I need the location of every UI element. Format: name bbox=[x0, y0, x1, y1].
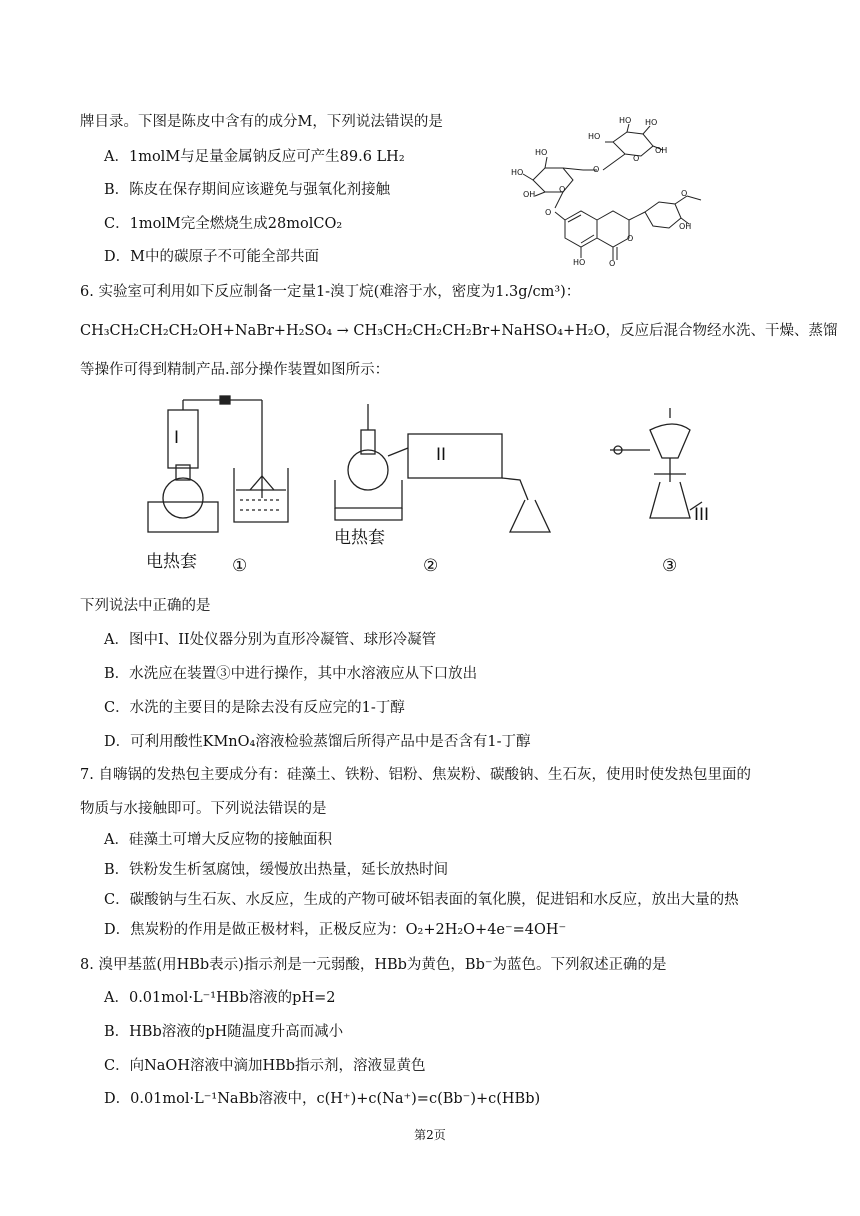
q7-option-b: B．铁粉发生析氢腐蚀，缓慢放出热量，延长放热时间 bbox=[104, 862, 449, 878]
q8-option-d: D．0.01mol·L⁻¹NaBb溶液中，c(H⁺)+c(Na⁺)=c(Bb⁻)+c(HBb) bbox=[104, 1091, 541, 1107]
q7-option-c: C．碳酸钠与生石灰、水反应，生成的产物可破坏铝表面的氧化膜，促进铝和水反应，放出大量的热 bbox=[104, 892, 739, 908]
mol-label: HO bbox=[511, 168, 524, 177]
label-II: II bbox=[436, 445, 447, 465]
page-footer: 第2页 bbox=[414, 1128, 446, 1142]
q8-option-b: B．HBb溶液的pH随温度升高而减小 bbox=[104, 1024, 344, 1040]
q5-option-c: C．1molM完全燃烧生成28molCO₂ bbox=[104, 216, 343, 232]
mol-label: HO bbox=[645, 118, 658, 127]
mol-label: O bbox=[627, 234, 634, 243]
apparatus-figure bbox=[130, 390, 730, 585]
molecule-m-structure bbox=[505, 112, 735, 282]
mol-label: HO bbox=[535, 148, 548, 157]
mol-label: O bbox=[545, 208, 552, 217]
mol-label: O bbox=[633, 154, 640, 163]
heater-label-1: 电热套 bbox=[146, 552, 197, 572]
mol-label: HO bbox=[588, 132, 601, 141]
q5-option-a: A．1molM与足量金属钠反应可产生89.6 LH₂ bbox=[104, 149, 405, 165]
mol-label: O bbox=[609, 259, 616, 268]
q7-option-a: A．硅藻土可增大反应物的接触面积 bbox=[104, 832, 332, 848]
mol-label: O bbox=[593, 165, 600, 174]
q6-option-b: B．水洗应在装置③中进行操作，其中水溶液应从下口放出 bbox=[104, 666, 478, 682]
q6-line1: 6. 实验室可利用如下反应制备一定量1-溴丁烷(难溶于水，密度为1.3g/cm³)： bbox=[80, 284, 581, 300]
apparatus-number-3: ③ bbox=[662, 556, 678, 576]
mol-label: OH bbox=[679, 222, 692, 231]
q6-option-a: A．图中I、II处仪器分别为直形冷凝管、球形冷凝管 bbox=[104, 632, 437, 648]
q8-option-a: A．0.01mol·L⁻¹HBb溶液的pH=2 bbox=[104, 990, 336, 1006]
q5-intro: 牌目录。下图是陈皮中含有的成分M，下列说法错误的是 bbox=[80, 114, 443, 130]
q6-line3: 等操作可得到精制产品.部分操作装置如图所示： bbox=[80, 362, 390, 378]
q6-option-d: D．可利用酸性KMnO₄溶液检验蒸馏后所得产品中是否含有1-丁醇 bbox=[104, 734, 531, 750]
mol-label: OH bbox=[655, 146, 668, 155]
q7-line1: 7. 自嗨锅的发热包主要成分有：硅藻土、铁粉、铝粉、焦炭粉、碳酸钠、生石灰，使用时使发热包里面的 bbox=[80, 767, 751, 783]
q8-line1: 8. 溴甲基蓝(用HBb表示)指示剂是一元弱酸，HBb为黄色，Bb⁻为蓝色。下列叙述正确的是 bbox=[80, 957, 667, 973]
mol-label: HO bbox=[619, 116, 632, 125]
apparatus-number-2: ② bbox=[423, 556, 439, 576]
heater-label-2: 电热套 bbox=[334, 528, 385, 548]
q5-option-b: B．陈皮在保存期间应该避免与强氧化剂接触 bbox=[104, 182, 391, 198]
q5-option-d: D．M中的碳原子不可能全部共面 bbox=[104, 249, 319, 265]
q7-option-d: D．焦炭粉的作用是做正极材料，正极反应为：O₂+2H₂O+4e⁻=4OH⁻ bbox=[104, 922, 567, 938]
q8-option-c: C．向NaOH溶液中滴加HBb指示剂，溶液显黄色 bbox=[104, 1058, 426, 1074]
q6-equation: CH₃CH₂CH₂CH₂OH+NaBr+H₂SO₄ → CH₃CH₂CH₂CH₂Br+NaHSO₄+H₂O，反应后混合物经水洗、干燥、蒸馏 bbox=[80, 323, 838, 339]
mol-label: O bbox=[681, 189, 688, 198]
apparatus-number-1: ① bbox=[232, 556, 248, 576]
label-I: I bbox=[174, 428, 180, 448]
q7-line2: 物质与水接触即可。下列说法错误的是 bbox=[80, 801, 327, 817]
mol-label: OH bbox=[523, 190, 536, 199]
mol-label: O bbox=[559, 185, 566, 194]
q6-option-c: C．水洗的主要目的是除去没有反应完的1-丁醇 bbox=[104, 700, 405, 716]
label-III: III bbox=[694, 505, 710, 525]
q6-stem: 下列说法中正确的是 bbox=[80, 598, 211, 614]
mol-label: HO bbox=[573, 258, 586, 267]
